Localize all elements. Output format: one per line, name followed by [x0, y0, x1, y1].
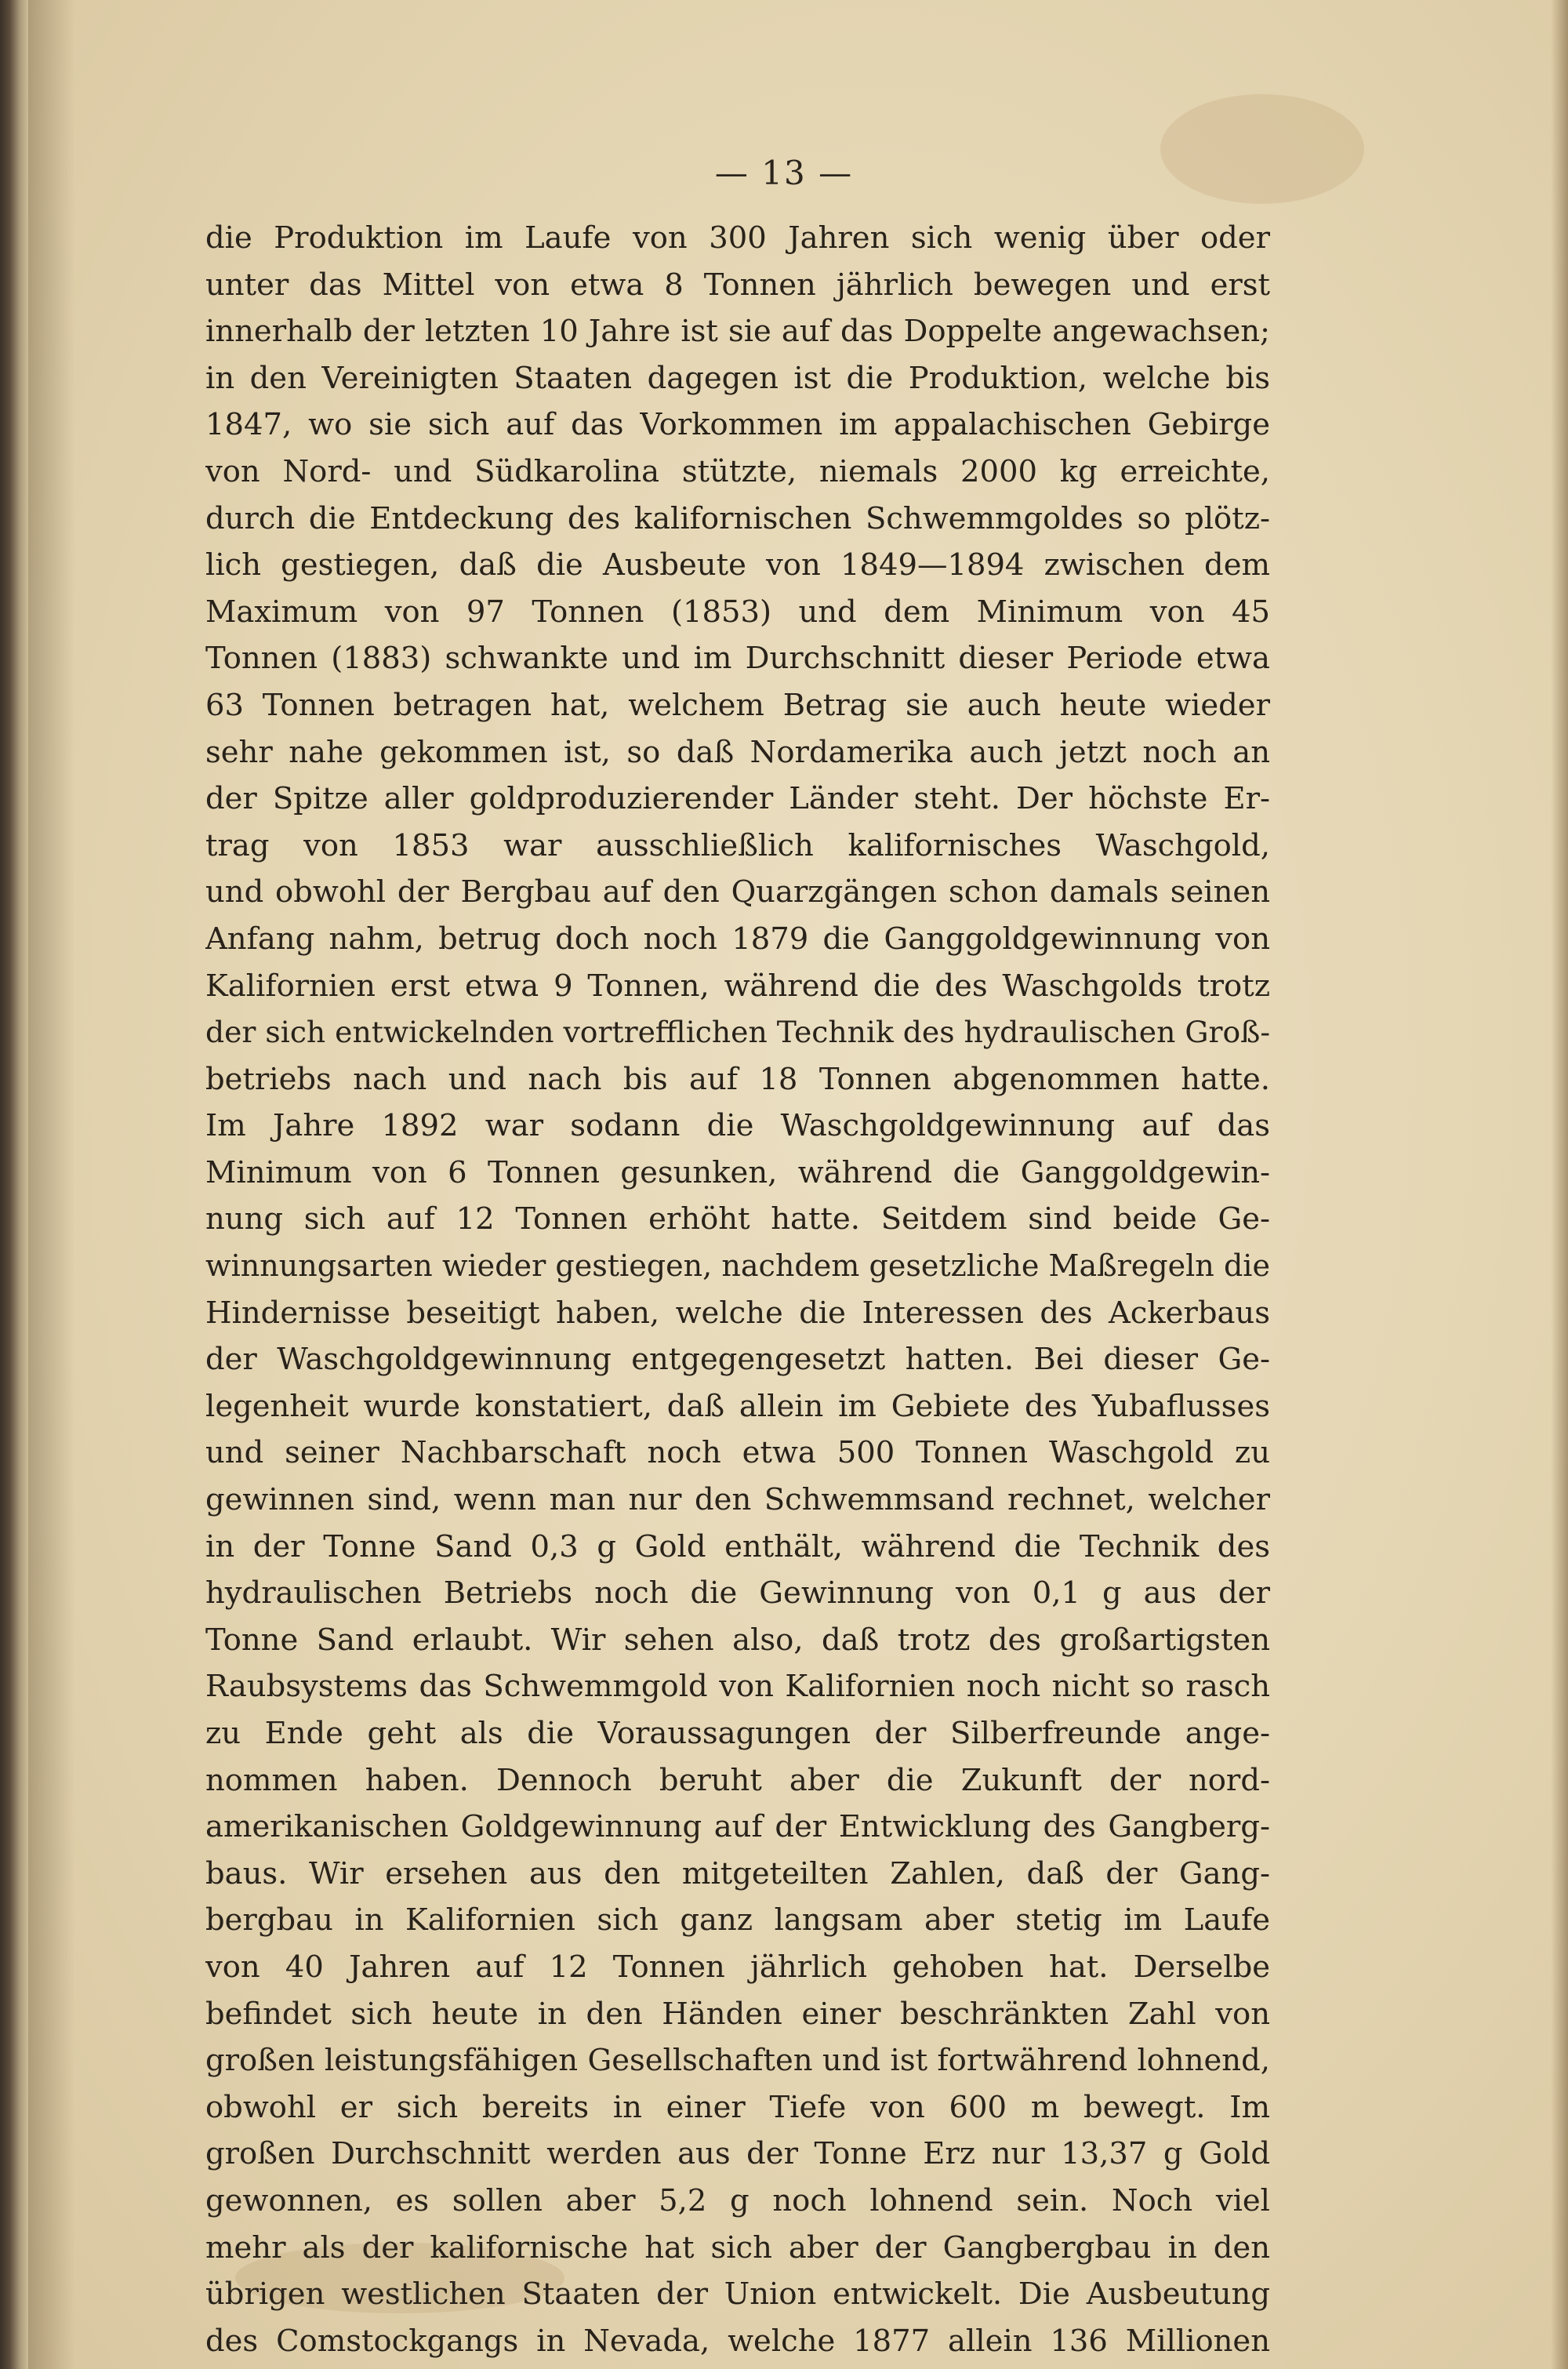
adjacent-page-edge: [0, 0, 28, 2369]
text-line: gewinnen sind, wenn man nur den Schwemmsand rechnet, welcher: [205, 1482, 1270, 1518]
text-line: lich gestiegen, daß die Ausbeute von 1849—1894 zwischen dem: [205, 547, 1270, 583]
text-line: in der Tonne Sand 0,3 g Gold enthält, während die Technik des: [205, 1528, 1270, 1564]
text-line: und seiner Nachbarschaft noch etwa 500 Tonnen Waschgold zu: [205, 1435, 1270, 1471]
text-line: Maximum von 97 Tonnen (1853) und dem Minimum von 45: [205, 594, 1270, 630]
text-line: mehr als der kalifornische hat sich aber der Gangbergbau in den: [205, 2229, 1270, 2265]
text-line: Im Jahre 1892 war sodann die Waschgoldgewinnung auf das: [205, 1108, 1270, 1144]
text-line: 63 Tonnen betragen hat, welchem Betrag sie auch heute wieder: [205, 687, 1270, 723]
text-line: innerhalb der letzten 10 Jahre ist sie auf das Doppelte angewachsen;: [205, 314, 1270, 350]
text-line: winnungsarten wieder gestiegen, nachdem gesetzliche Maßregeln die: [205, 1248, 1270, 1284]
text-line: die Produktion im Laufe von 300 Jahren sich wenig über oder: [205, 220, 1270, 256]
text-line: großen leistungsfähigen Gesellschaften und ist fortwährend lohnend,: [205, 2043, 1270, 2079]
text-line: von 40 Jahren auf 12 Tonnen jährlich gehoben hat. Derselbe: [205, 1949, 1270, 1985]
text-line: Raubsystems das Schwemmgold von Kalifornien noch nicht so rasch: [205, 1669, 1270, 1705]
text-line: von Nord- und Südkarolina stützte, niemals 2000 kg erreichte,: [205, 453, 1270, 489]
text-line: der sich entwickelnden vortrefflichen Technik des hydraulischen Groß-: [205, 1015, 1270, 1050]
page-number: — 13 —: [714, 154, 854, 192]
text-line: der Waschgoldgewinnung entgegengesetzt hatten. Bei dieser Ge-: [205, 1342, 1270, 1378]
text-line: Kalifornien erst etwa 9 Tonnen, während die des Waschgolds trotz: [205, 968, 1270, 1004]
body-text: [205, 215, 1270, 2364]
text-line: amerikanischen Goldgewinnung auf der Entwicklung des Gangberg-: [205, 1809, 1270, 1845]
text-line: Minimum von 6 Tonnen gesunken, während die Ganggoldgewin-: [205, 1154, 1270, 1190]
text-line: der Spitze aller goldproduzierender Länder steht. Der höchste Er-: [205, 781, 1270, 817]
text-line: zu Ende geht als die Voraussagungen der Silberfreunde ange-: [205, 1716, 1270, 1751]
text-line: Tonne Sand erlaubt. Wir sehen also, daß trotz des großartigsten: [205, 1622, 1270, 1658]
text-line: Anfang nahm, betrug doch noch 1879 die Ganggoldgewinnung von: [205, 921, 1270, 957]
text-line: trag von 1853 war ausschließlich kalifornisches Waschgold,: [205, 827, 1270, 863]
text-line: obwohl er sich bereits in einer Tiefe von 600 m bewegt. Im: [205, 2089, 1270, 2125]
text-line: nung sich auf 12 Tonnen erhöht hatte. Seitdem sind beide Ge-: [205, 1201, 1270, 1237]
text-line: in den Vereinigten Staaten dagegen ist die Produktion, welche bis: [205, 360, 1270, 396]
text-line: befindet sich heute in den Händen einer beschränkten Zahl von: [205, 1996, 1270, 2032]
text-line: betriebs nach und nach bis auf 18 Tonnen abgenommen hatte.: [205, 1061, 1270, 1097]
text-line: unter das Mittel von etwa 8 Tonnen jährlich bewegen und erst: [205, 267, 1270, 303]
text-line: sehr nahe gekommen ist, so daß Nordamerika auch jetzt noch an: [205, 734, 1270, 770]
text-line: nommen haben. Dennoch beruht aber die Zukunft der nord-: [205, 1762, 1270, 1798]
text-line: durch die Entdeckung des kalifornischen Schwemmgoldes so plötz-: [205, 500, 1270, 536]
text-line: und obwohl der Bergbau auf den Quarzgängen schon damals seinen: [205, 874, 1270, 910]
gutter-shadow: [28, 0, 75, 2369]
text-line: legenheit wurde konstatiert, daß allein im Gebiete des Yubaflusses: [205, 1388, 1270, 1424]
text-line: 1847, wo sie sich auf das Vorkommen im appalachischen Gebirge: [205, 407, 1270, 443]
text-line: hydraulischen Betriebs noch die Gewinnung von 0,1 g aus der: [205, 1575, 1270, 1611]
text-line: Tonnen (1883) schwankte und im Durchschnitt dieser Periode etwa: [205, 641, 1270, 677]
text-line: gewonnen, es sollen aber 5,2 g noch lohnend sein. Noch viel: [205, 2182, 1270, 2218]
text-line: baus. Wir ersehen aus den mitgeteilten Zahlen, daß der Gang-: [205, 1855, 1270, 1891]
text-line: großen Durchschnitt werden aus der Tonne Erz nur 13,37 g Gold: [205, 2136, 1270, 2172]
text-line: übrigen westlichen Staaten der Union entwickelt. Die Ausbeutung: [205, 2276, 1270, 2313]
text-line: des Comstockgangs in Nevada, welche 1877 allein 136 Millionen: [205, 2323, 1270, 2359]
text-line: Hindernisse beseitigt haben, welche die Interessen des Ackerbaus: [205, 1295, 1270, 1331]
page-right-edge: [1551, 0, 1568, 2369]
text-line: bergbau in Kalifornien sich ganz langsam aber stetig im Laufe: [205, 1902, 1270, 1938]
